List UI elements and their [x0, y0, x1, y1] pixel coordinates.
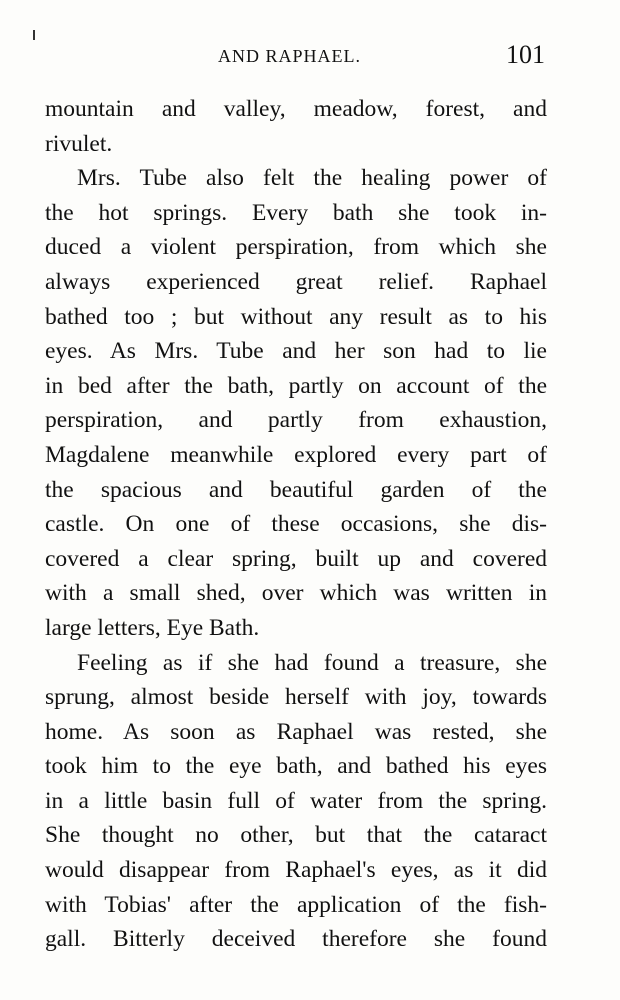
page-number: 101	[506, 40, 545, 69]
body-text	[45, 92, 547, 957]
text-line: would disappear from Raphael's eyes, as it did	[45, 857, 547, 884]
text-line: large letters, Eye Bath.	[45, 614, 260, 641]
text-line: perspiration, and partly from exhaustion,	[45, 407, 547, 434]
text-line: bathed too ; but without any result as to his	[45, 303, 547, 330]
text-line: sprung, almost beside herself with joy, towards	[45, 684, 547, 711]
text-line: rivulet.	[45, 130, 113, 157]
text-line: with Tobias' after the application of the fish-	[45, 891, 547, 918]
page-header	[0, 38, 620, 78]
text-line: duced a violent perspiration, from which she	[45, 234, 547, 261]
text-line: in a little basin full of water from the spring.	[45, 787, 547, 814]
text-line: the spacious and beautiful garden of the	[45, 476, 547, 503]
text-line: in bed after the bath, partly on account of the	[45, 372, 547, 399]
text-line: Feeling as if she had found a treasure, she	[77, 649, 547, 676]
text-line: took him to the eye bath, and bathed his eyes	[45, 753, 547, 780]
text-line: gall. Bitterly deceived therefore she found	[45, 926, 547, 953]
text-line: eyes. As Mrs. Tube and her son had to lie	[45, 338, 547, 365]
text-line: Magdalene meanwhile explored every part of	[45, 441, 547, 468]
text-line: always experienced great relief. Raphael	[45, 268, 547, 295]
text-line: castle. On one of these occasions, she dis-	[45, 511, 547, 538]
text-line: Mrs. Tube also felt the healing power of	[77, 165, 547, 192]
text-line: She thought no other, but that the cataract	[45, 822, 547, 849]
text-line: the hot springs. Every bath she took in-	[45, 199, 547, 226]
running-head: AND RAPHAEL.	[218, 46, 362, 66]
text-line: covered a clear spring, built up and covered	[45, 545, 547, 572]
text-line: home. As soon as Raphael was rested, she	[45, 718, 547, 745]
text-line: with a small shed, over which was written in	[45, 580, 547, 607]
text-line: mountain and valley, meadow, forest, and	[45, 96, 547, 122]
